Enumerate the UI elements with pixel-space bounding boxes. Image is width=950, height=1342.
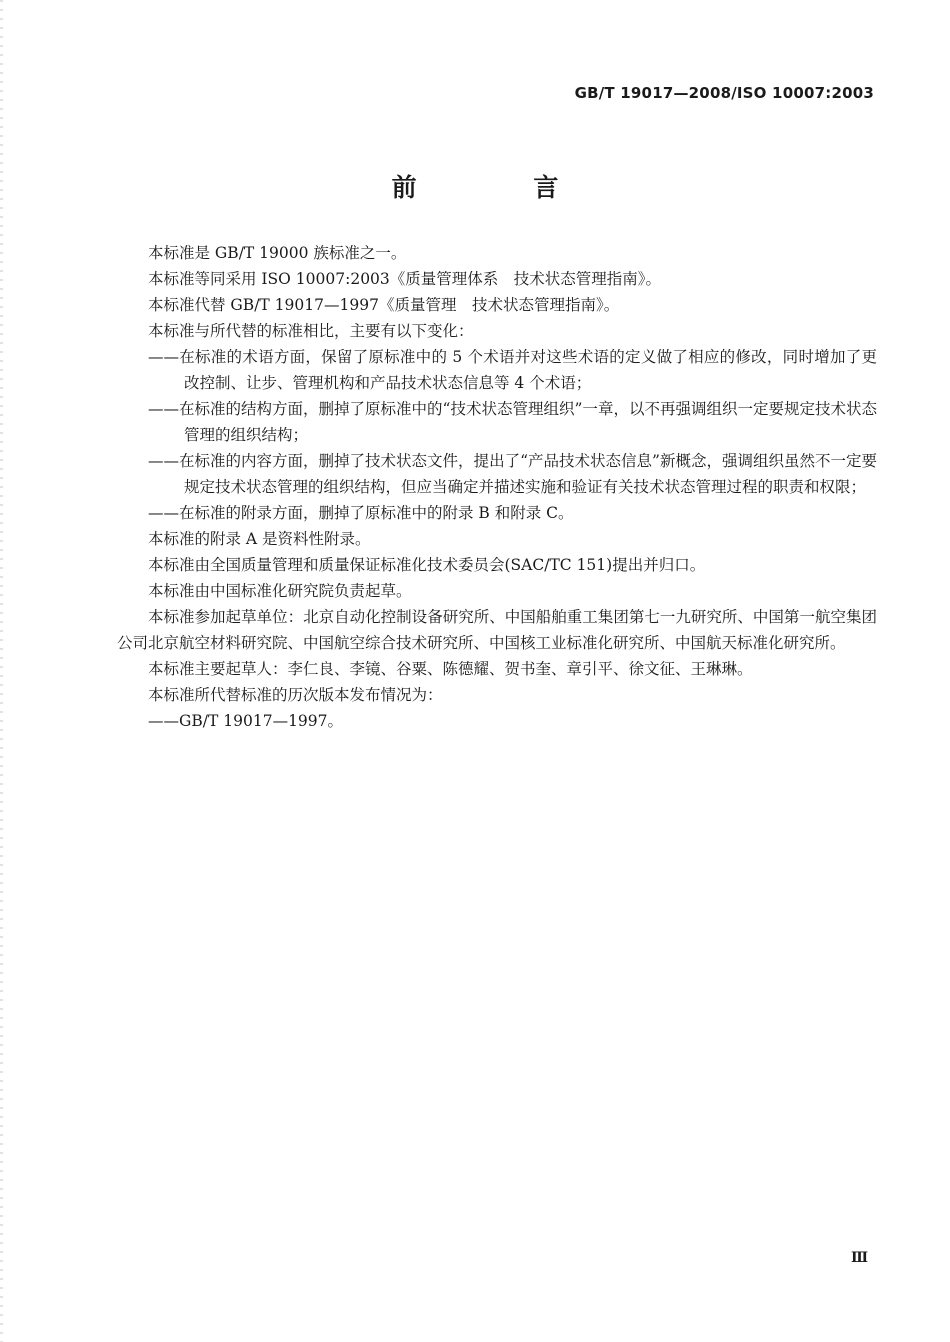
change-item: ——在标准的术语方面，保留了原标准中的 5 个术语并对这些术语的定义做了相应的修改，同时增加了更改控制、让步、管理机构和产品技术状态信息等 4 个术语； xyxy=(148,348,877,392)
change-item: ——在标准的结构方面，删掉了原标准中的“技术状态管理组织”一章，以不再强调组织一定要规定技术状态管理的组织结构； xyxy=(148,400,877,444)
paragraph: 本标准所代替标准的历次版本发布情况为： xyxy=(148,686,443,704)
paragraph: 本标准由全国质量管理和质量保证标准化技术委员会(SAC/TC 151)提出并归口。 xyxy=(148,556,706,574)
paragraph: 本标准与所代替的标准相比，主要有以下变化： xyxy=(148,322,474,340)
paragraph: 本标准参加起草单位：北京自动化控制设备研究所、中国船舶重工集团第七一九研究所、中国第一航空集团公司北京航空材料研究院、中国航空综合技术研究所、中国核工业标准化研究所、中国航天标准化研究所。 xyxy=(117,608,877,652)
change-item: ——在标准的内容方面，删掉了技术状态文件，提出了“产品技术状态信息”新概念，强调组织虽然不一定要规定技术状态管理的组织结构，但应当确定并描述实施和验证有关技术状态管理过程的职责和权限； xyxy=(148,452,877,496)
page-title: 前 言 xyxy=(391,173,613,202)
document-body xyxy=(117,240,877,734)
paragraph: 本标准等同采用 ISO 10007:2003《质量管理体系 技术状态管理指南》。 xyxy=(148,270,662,288)
page-number: Ⅲ xyxy=(850,1250,868,1266)
paragraph: ——GB/T 19017—1997。 xyxy=(148,712,344,730)
paragraph: 本标准代替 GB/T 19017—1997《质量管理 技术状态管理指南》。 xyxy=(148,296,620,314)
paragraph: 本标准主要起草人：李仁良、李镜、谷粟、陈德耀、贺书奎、章引平、徐文征、王琳琳。 xyxy=(148,660,753,678)
paragraph: 本标准的附录 A 是资料性附录。 xyxy=(148,530,371,548)
change-item: ——在标准的附录方面，删掉了原标准中的附录 B 和附录 C。 xyxy=(148,504,574,522)
paragraph: 本标准由中国标准化研究院负责起草。 xyxy=(148,582,412,600)
paragraph: 本标准是 GB/T 19000 族标准之一。 xyxy=(148,244,407,262)
standard-code-header: GB/T 19017—2008/ISO 10007:2003 xyxy=(574,84,874,102)
